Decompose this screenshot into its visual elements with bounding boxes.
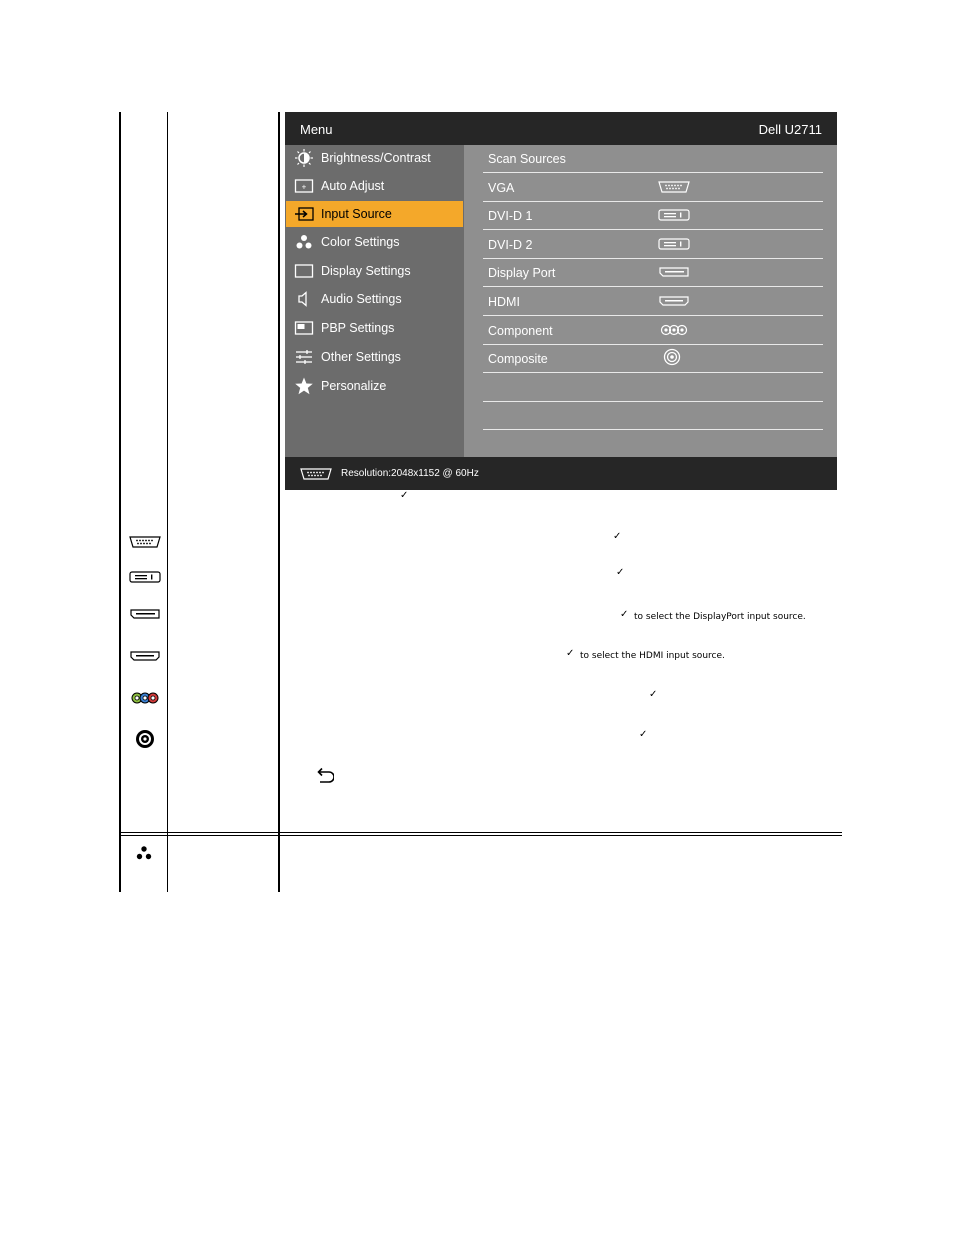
component-port-icon <box>128 691 162 710</box>
svg-text:+: + <box>301 182 307 192</box>
checkmark-icon: ✓ <box>620 609 629 620</box>
source-label: HDMI <box>488 295 520 309</box>
hdmi-port-icon <box>128 649 162 668</box>
osd-menu-screenshot <box>285 112 837 490</box>
menu-item-label: Auto Adjust <box>321 179 385 193</box>
resolution-readout: Resolution:2048x1152 @ 60Hz <box>341 468 479 479</box>
dvi-port-icon <box>657 208 691 225</box>
source-item-hdmi[interactable] <box>483 288 823 316</box>
osd-model: Dell U2711 <box>758 122 822 137</box>
source-item-scan-sources[interactable] <box>483 145 823 173</box>
checkmark-icon: ✓ <box>639 729 648 740</box>
menu-item-auto-adjust[interactable] <box>286 173 463 199</box>
menu-item-display-settings[interactable] <box>286 258 463 284</box>
menu-item-label: Personalize <box>321 379 387 393</box>
source-item-dvi-d-2[interactable] <box>483 231 823 259</box>
source-item-empty <box>483 402 823 430</box>
source-item-display-port[interactable] <box>483 259 823 287</box>
table-divider-2 <box>278 112 280 892</box>
table-row-divider <box>119 832 842 833</box>
osd-menu-list <box>285 145 464 457</box>
source-label: DVI-D 2 <box>488 237 533 252</box>
hdmi-port-icon <box>657 294 691 311</box>
source-label: DVI-D 1 <box>488 209 533 223</box>
source-label: Composite <box>488 352 548 366</box>
composite-port-icon <box>657 351 691 369</box>
checkmark-icon: ✓ <box>613 531 622 542</box>
vga-port-icon <box>128 535 162 554</box>
other-settings-icon <box>294 348 314 366</box>
dvi-port-icon <box>657 237 691 254</box>
menu-item-label: Brightness/Contrast <box>321 151 431 165</box>
menu-item-color-settings[interactable] <box>286 229 463 255</box>
displayport-icon <box>657 265 691 282</box>
vga-port-icon <box>299 467 333 484</box>
osd-title: Menu <box>300 122 333 137</box>
menu-item-label: Other Settings <box>321 350 401 364</box>
checkmark-icon: ✓ <box>400 490 409 501</box>
menu-item-label: Audio Settings <box>321 292 402 306</box>
source-label: Scan Sources <box>488 152 566 166</box>
table-cell-top-2 <box>168 835 278 836</box>
table-border-left <box>119 112 121 892</box>
component-port-icon <box>657 323 691 340</box>
brightness-icon <box>294 149 314 167</box>
checkmark-icon: ✓ <box>616 567 625 578</box>
osd-footer <box>285 457 837 490</box>
source-item-empty <box>483 374 823 402</box>
menu-item-label: Color Settings <box>321 235 400 249</box>
menu-item-personalize[interactable] <box>286 373 463 399</box>
menu-item-brightness[interactable] <box>286 145 463 171</box>
table-cell-top <box>121 835 167 836</box>
display-settings-icon <box>294 262 314 280</box>
audio-settings-icon <box>294 290 314 308</box>
displayport-note: to select the DisplayPort input source. <box>634 612 806 622</box>
table-row-divider-2 <box>280 835 842 836</box>
source-label: Display Port <box>488 266 556 280</box>
source-item-vga[interactable] <box>483 174 823 202</box>
auto-adjust-icon <box>294 177 314 195</box>
osd-header <box>285 112 837 145</box>
source-item-empty <box>483 431 823 459</box>
menu-item-label: PBP Settings <box>321 321 395 335</box>
source-item-dvi-d-1[interactable] <box>483 202 823 230</box>
source-item-component[interactable] <box>483 317 823 345</box>
hdmi-note: to select the HDMI input source. <box>580 651 725 661</box>
source-label: VGA <box>488 180 515 195</box>
menu-item-audio-settings[interactable] <box>286 286 463 312</box>
table-divider-1 <box>167 112 168 892</box>
checkmark-icon: ✓ <box>566 648 575 659</box>
color-settings-icon <box>294 233 314 251</box>
vga-port-icon <box>657 180 691 197</box>
star-icon <box>294 377 314 395</box>
menu-item-label: Input Source <box>321 207 392 221</box>
source-item-composite[interactable] <box>483 345 823 373</box>
displayport-icon <box>128 607 162 626</box>
checkmark-icon: ✓ <box>649 689 658 700</box>
composite-port-icon <box>135 729 155 754</box>
source-label: Component <box>488 323 553 338</box>
dvi-port-icon <box>128 570 162 589</box>
menu-item-label: Display Settings <box>321 264 411 278</box>
pbp-settings-icon <box>294 319 314 337</box>
osd-source-list <box>464 145 837 457</box>
input-source-icon <box>294 205 314 223</box>
back-icon <box>314 766 334 789</box>
menu-item-input-source[interactable] <box>286 201 463 227</box>
color-settings-icon <box>135 845 153 866</box>
menu-item-other-settings[interactable] <box>286 344 463 370</box>
menu-item-pbp-settings[interactable] <box>286 315 463 341</box>
